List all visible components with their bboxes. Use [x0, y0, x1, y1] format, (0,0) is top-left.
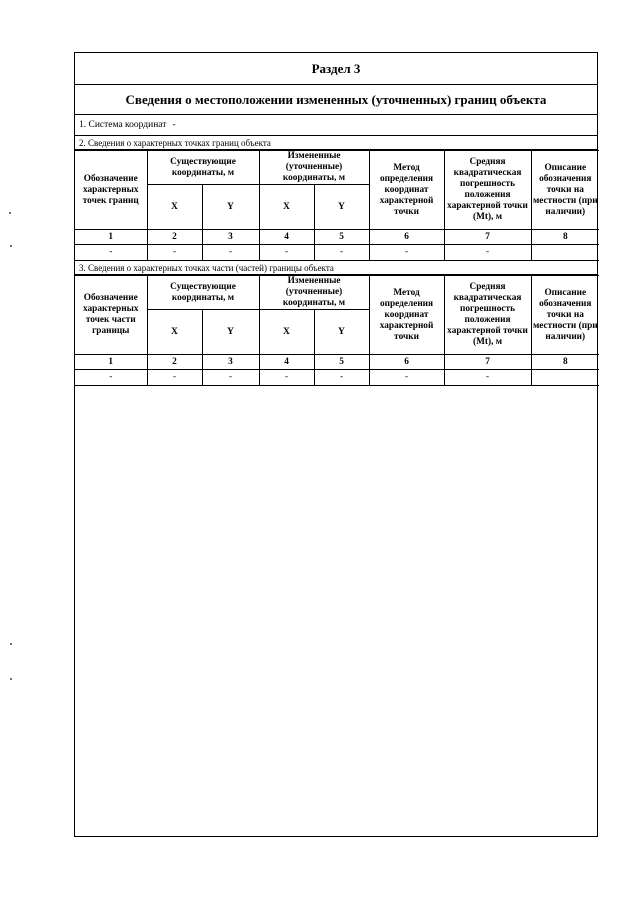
table-cell: -: [75, 245, 147, 261]
block3-col-changed: Измененные (уточненные) координаты, м: [259, 276, 369, 310]
block2-num-7: 7: [444, 230, 531, 245]
block2-num-3: 3: [202, 230, 259, 245]
block2-num-6: 6: [369, 230, 444, 245]
block3-col-description: Описание обозначения точки на местности (при наличии): [531, 276, 599, 355]
block3-col-error: Средняя квадратическая погрешность положения характерной точки (Mt), м: [444, 276, 531, 355]
block2-num-5: 5: [314, 230, 369, 245]
block2-num-4: 4: [259, 230, 314, 245]
table-cell: [531, 370, 599, 386]
block2-col-existing: Существующие координаты, м: [147, 151, 259, 185]
section-title: Раздел 3: [75, 53, 597, 85]
block3-col-existing: Существующие координаты, м: [147, 276, 259, 310]
table-cell: -: [202, 245, 259, 261]
table-cell: -: [259, 370, 314, 386]
block2-num-8: 8: [531, 230, 599, 245]
table-cell: -: [147, 370, 202, 386]
block3-num-3: 3: [202, 355, 259, 370]
block2-changed-y: Y: [314, 185, 369, 230]
block3-existing-x: X: [147, 310, 202, 355]
block2-col-description: Описание обозначения точки на местности (при наличии): [531, 151, 599, 230]
block3-num-4: 4: [259, 355, 314, 370]
block2-existing-y: Y: [202, 185, 259, 230]
block3-table: [75, 275, 599, 386]
table-cell: -: [314, 370, 369, 386]
coordinate-system-label: 1. Система координат: [79, 120, 167, 130]
coordinate-system-value: -: [172, 120, 176, 130]
block2-changed-x: X: [259, 185, 314, 230]
table-cell: -: [259, 245, 314, 261]
block3-title: 3. Сведения о характерных точках части (частей) границы объекта: [75, 261, 597, 275]
coordinate-system-line: [75, 115, 597, 136]
table-cell: [531, 245, 599, 261]
block2-title: 2. Сведения о характерных точках границ объекта: [75, 136, 597, 150]
scan-speck: [9, 212, 11, 214]
block2-col-changed: Измененные (уточненные) координаты, м: [259, 151, 369, 185]
table-cell: -: [147, 245, 202, 261]
block3-num-7: 7: [444, 355, 531, 370]
table-cell: -: [369, 245, 444, 261]
table-cell: -: [314, 245, 369, 261]
block3-existing-y: Y: [202, 310, 259, 355]
table-cell: -: [75, 370, 147, 386]
document-frame: [74, 52, 598, 837]
block3-num-8: 8: [531, 355, 599, 370]
block2-col-designation: Обозначение характерных точек границ: [75, 151, 147, 230]
block3-col-method: Метод определения координат характерной точки: [369, 276, 444, 355]
table-cell: -: [369, 370, 444, 386]
table-cell: -: [444, 370, 531, 386]
block3-num-5: 5: [314, 355, 369, 370]
scan-speck: [10, 643, 12, 645]
block3-num-1: 1: [75, 355, 147, 370]
scan-speck: [10, 245, 12, 247]
block2-table: [75, 150, 599, 261]
table-cell: -: [202, 370, 259, 386]
block2-col-error: Средняя квадратическая погрешность положения характерной точки (Mt), м: [444, 151, 531, 230]
document-heading: Сведения о местоположении измененных (уточненных) границ объекта: [75, 85, 597, 115]
block2-num-1: 1: [75, 230, 147, 245]
block3-changed-x: X: [259, 310, 314, 355]
scan-speck: [10, 678, 12, 680]
table-cell: -: [444, 245, 531, 261]
block3-col-designation: Обозначение характерных точек части границы: [75, 276, 147, 355]
block3-num-2: 2: [147, 355, 202, 370]
block2-existing-x: X: [147, 185, 202, 230]
block2-num-2: 2: [147, 230, 202, 245]
block3-num-6: 6: [369, 355, 444, 370]
block2-col-method: Метод определения координат характерной точки: [369, 151, 444, 230]
block3-changed-y: Y: [314, 310, 369, 355]
